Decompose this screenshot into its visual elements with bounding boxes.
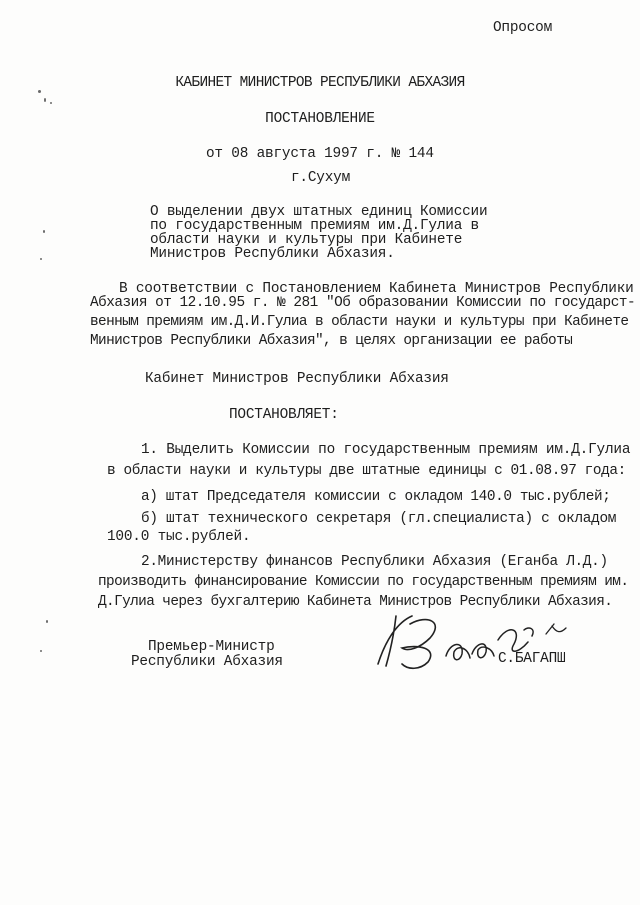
routing-note: Опросом: [493, 20, 553, 36]
preamble-line: Абхазия от 12.10.95 г. № 281 "Об образовании Комиссии по государст-: [90, 295, 636, 311]
item-2-line: производить финансирование Комиссии по государственным премиям им.: [98, 574, 629, 590]
document-type: ПОСТАНОВЛЕНИЕ: [265, 111, 375, 127]
scan-speck: [40, 258, 42, 260]
date-number-line: от 08 августа 1997 г. № 144: [206, 146, 434, 162]
subject-line: О выделении двух штатных единиц Комиссии: [150, 204, 488, 220]
item-1-line: в области науки и культуры две штатные единицы с 01.08.97 года:: [107, 463, 626, 479]
handwritten-signature: [368, 604, 588, 684]
scan-speck: [43, 230, 45, 233]
preamble-line: Министров Республики Абхазия", в целях организации ее работы: [90, 333, 573, 349]
issuer-line: Кабинет Министров Республики Абхазия: [145, 371, 449, 387]
scan-speck: [40, 650, 42, 652]
item-1b-line: 100.0 тыс.рублей.: [107, 529, 251, 545]
scan-speck: [44, 98, 46, 102]
organization-title: КАБИНЕТ МИНИСТРОВ РЕСПУБЛИКИ АБХАЗИЯ: [175, 75, 465, 91]
resolves-line: ПОСТАНОВЛЯЕТ:: [229, 407, 339, 423]
subject-line: Министров Республики Абхазия.: [150, 246, 395, 262]
item-2-line: Д.Гулиа через бухгалтерию Кабинета Министров Республики Абхазия.: [98, 594, 613, 610]
preamble-line: венным премиям им.Д.И.Гулиа в области науки и культуры при Кабинете: [90, 314, 629, 330]
item-1b-line: б) штат технического секретаря (гл.специалиста) с окладом: [141, 511, 617, 527]
scan-speck: [50, 102, 52, 104]
subject-line: по государственным премиям им.Д.Гулиа в: [150, 218, 479, 234]
scan-speck: [46, 620, 48, 623]
preamble-line: В соответствии с Постановлением Кабинета Министров Республики: [119, 281, 634, 297]
signatory-position: Премьер-Министр: [148, 639, 275, 655]
city-line: г.Сухум: [291, 170, 351, 186]
signatory-name: С.БАГАПШ: [498, 651, 566, 667]
scan-speck: [38, 90, 41, 93]
item-2-line: 2.Министерству финансов Республики Абхазия (Еганба Л.Д.): [141, 554, 608, 570]
item-1a-line: а) штат Председателя комиссии с окладом 140.0 тыс.рублей;: [141, 489, 611, 505]
item-1-line: 1. Выделить Комиссии по государственным премиям им.Д.Гулиа: [141, 442, 631, 458]
signatory-position: Республики Абхазия: [131, 654, 283, 670]
subject-line: области науки и культуры при Кабинете: [150, 232, 463, 248]
